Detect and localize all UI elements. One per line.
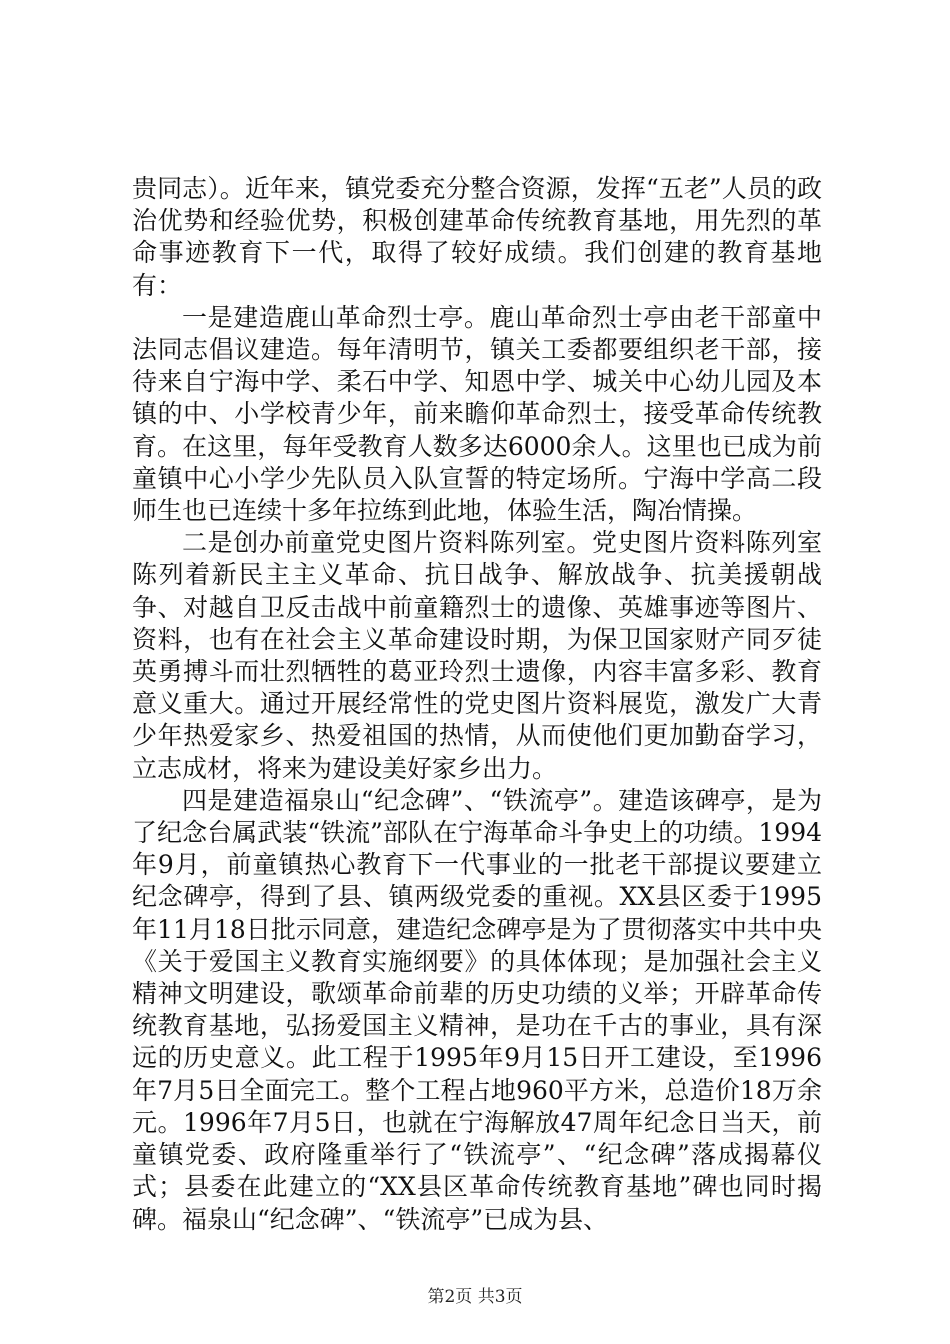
page-number-footer: 第2页 共3页 xyxy=(427,1287,523,1307)
paragraph-fuquanshan-monument: 四是建造福泉山“纪念碑”、“铁流亭”。建造该碑亭，是为了纪念台属武装“铁流”部队在宁海革命斗争史上的功绩。1994年9月，前童镇热心教育下一代事业的一批老干部提议要建立纪念碑亭，得到了县、镇两级党委的重视。XX县区委于1995年11月18日批示同意，建造纪念碑亭是为了贯彻落实中共中央《关于爱国主义教育实施纲要》的具体体现；是加强社会主义精神文明建设，歌颂革命前辈的历史功绩的义举；开辟革命传统教育基地，弘扬爱国主义精神，是功在千古的事业，具有深远的历史意义。此工程于1995年9月15日开工建设，至1996年7月5日全面完工。整个工程占地960平方米，总造价18万余元。1996年7月5日，也就在宁海解放47周年纪念日当天，前童镇党委、政府隆重举行了“铁流亭”、“纪念碑”落成揭幕仪式；县委在此建立的“XX县区革命传统教育基地”碑也同时揭碑。福泉山“纪念碑”、“铁流亭”已成为县、 xyxy=(132,785,822,1234)
paragraph-continuation: 贵同志）。近年来，镇党委充分整合资源，发挥“五老”人员的政治优势和经验优势，积极创建革命传统教育基地，用先烈的革命事迹教育下一代，取得了较好成绩。我们创建的教育基地有： xyxy=(132,174,822,300)
document-body xyxy=(132,173,822,1236)
paragraph-lushan-pavilion: 一是建造鹿山革命烈士亭。鹿山革命烈士亭由老干部童中法同志倡议建造。每年清明节，镇关工委都要组织老干部，接待来自宁海中学、柔石中学、知恩中学、城关中心幼儿园及本镇的中、小学校青少年，前来瞻仰革命烈士，接受革命传统教育。在这里，每年受教育人数多达6000余人。这里也已成为前童镇中心小学少先队员入队宣誓的特定场所。宁海中学高二段师生也已连续十多年拉练到此地，体验生活，陶冶情操。 xyxy=(132,302,822,526)
paragraph-party-history-exhibition: 二是创办前童党史图片资料陈列室。党史图片资料陈列室陈列着新民主主义革命、抗日战争、解放战争、抗美援朝战争、对越自卫反击战中前童籍烈士的遗像、英雄事迹等图片、资料，也有在社会主义革命建设时期，为保卫国家财产同歹徒英勇搏斗而壮烈牺牲的葛亚玲烈士遗像，内容丰富多彩、教育意义重大。通过开展经常性的党史图片资料展览，激发广大青少年热爱家乡、热爱祖国的热情，从而使他们更加勤奋学习，立志成材，将来为建设美好家乡出力。 xyxy=(132,528,822,783)
